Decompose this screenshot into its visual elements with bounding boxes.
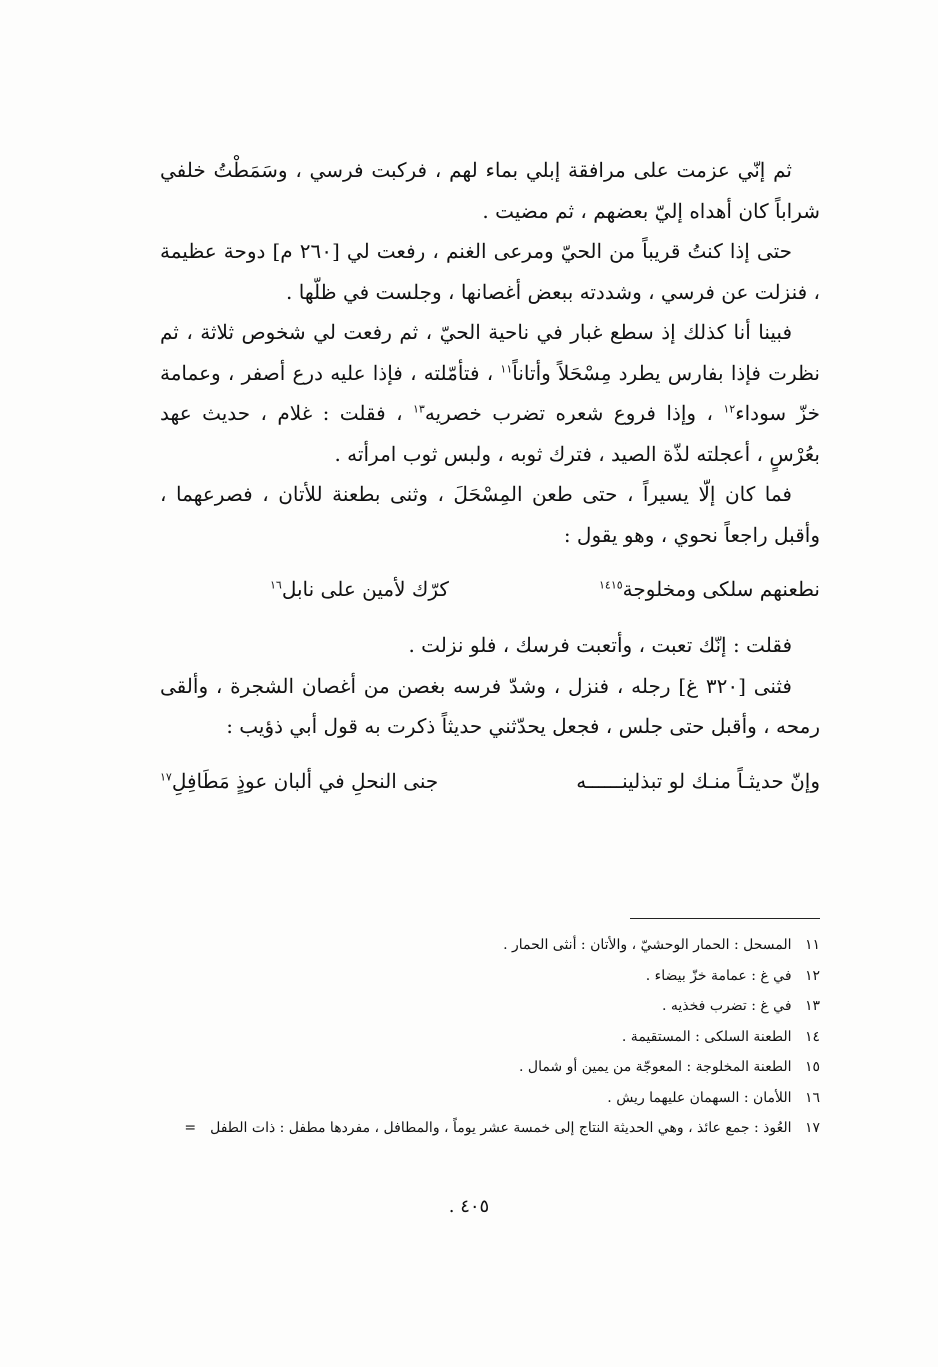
verse-1-hemistich-left [270, 571, 449, 607]
footnote-16 [140, 1083, 820, 1114]
footnote-text: في غ : تضرب فخذيه . [661, 998, 792, 1014]
verse-1-left-text: كرّك لأمين على نابل [281, 577, 449, 601]
footnote-text: العُوذ : جمع عائذ ، وهي الحديثة النتاج إلى خمسة عشر يوماً ، والمطافل ، مفردها مطفل : ذات الطفل [210, 1120, 792, 1136]
verse-1 [160, 571, 820, 607]
verse-1-hemistich-right [599, 571, 820, 607]
footnote-ref-16: ١٦ [270, 578, 282, 592]
footnote-ref-14: ١٤ [599, 578, 611, 592]
paragraph-4: فما كان إلّا يسيراً ، حتى طعن المِسْحَلَ ، وثنى بطعنة للأتان ، فصرعهما ، وأقبل راجعاً نحوي ، وهو يقول : [160, 482, 820, 547]
footnote-number: ١٢ [804, 967, 820, 984]
footnote-12 [140, 961, 820, 992]
paragraph-3 [160, 312, 820, 474]
footnotes [140, 930, 820, 1144]
verse-2-hemistich-right: وإنّ حديثـاً منـك لو تبذلينــــــه [576, 768, 820, 793]
verse-1-right-text: نطعنهم سلكى ومخلوجة [622, 577, 820, 601]
footnote-text: في غ : عمامة خزّ بيضاء . [645, 967, 792, 984]
verse-2 [160, 763, 820, 799]
footnote-text: المسحل : الحمار الوحشيّ ، والأتان : أنثى الحمار . [503, 937, 792, 953]
footnote-ref-13: ١٣ [413, 402, 425, 416]
page-number: ٤٠٥ . [448, 1196, 490, 1217]
footnote-divider [630, 918, 820, 919]
paragraph-6: فثنى [٣٢٠ غ] رجله ، فنزل ، وشدّ فرسه بغصن من أغصان الشجرة ، وألقى رمحه ، وأقبل حتى جلس ، فجعل يحدّثني حديثاً ذكرت به قول أبي ذؤيب : [160, 673, 820, 738]
footnote-text: الطعنة السلكى : المستقيمة . [621, 1028, 792, 1045]
verse-2-hemistich-left [160, 763, 438, 799]
paragraph-2: حتى إذا كنتُ قريباً من الحيّ ومرعى الغنم ، رفعت لي [٢٦٠ م] دوحة عظيمة ، فنزلت عن فرسي ، وشددته ببعض أغصانها ، وجلست في ظلّها . [160, 239, 820, 304]
footnote-text: اللأمان : السهمان عليهما ريش . [607, 1089, 792, 1106]
footnote-11 [140, 930, 820, 961]
footnote-number: ١١ [804, 937, 820, 953]
footnote-ref-17: ١٧ [160, 769, 172, 783]
verse-2-left-text: جنى النحلِ في ألبان عوذٍ مَطَافِلِ [171, 768, 439, 793]
main-text [160, 150, 820, 817]
footnote-number: ١٣ [804, 998, 820, 1014]
paragraph-3-text: فبينا أنا كذلك إذ سطع غبار في ناحية الحيّ ، ثم رفعت لي شخوص ثلاثة ، ثم نظرت فإذا بفارس يطرد مِسْحَلاً وأتاناً$^{١١}$ ، فتأمّلته ، فإذا عليه درع أصفر ، وعمامة خزّ سوداء$^{١٢}$ ، وإذا فروع شعره تضرب خصريه$^{١٣}$ ، فقلت : غلام ، حديث عهد بعُرْسٍ ، أعجلته لذّة الصيد ، فترك ثوبه ، ولبس ثوب امرأته . [160, 320, 820, 466]
footnote-14 [140, 1022, 820, 1053]
paragraph-1: ثم إنّي عزمت على مرافقة إبلي بماء لهم ، فركبت فرسي ، وسَمَطْتُ خلفي شراباً كان أهداه إليّ بعضهم ، ثم مضيت . [160, 158, 820, 223]
footnote-number: ١٥ [804, 1059, 820, 1075]
footnote-ref-11: ١١ [500, 361, 513, 375]
footnote-15 [140, 1052, 820, 1083]
continuation-mark: = [184, 1120, 197, 1136]
footnote-ref-12: ١٢ [723, 402, 736, 416]
footnote-number: ١٦ [804, 1089, 820, 1106]
footnote-13 [140, 991, 820, 1022]
footnote-number: ١٧ [804, 1120, 820, 1136]
footnote-ref-15: ١٥ [610, 578, 623, 592]
footnote-number: ١٤ [804, 1028, 820, 1045]
footnote-text: الطعنة المخلوجة : المعوجّة من يمين أو شمال . [519, 1059, 792, 1075]
footnote-17 [140, 1113, 820, 1144]
paragraph-5: فقلت : إنّك تعبت ، وأتعبت فرسك ، فلو نزلت . [408, 633, 792, 657]
